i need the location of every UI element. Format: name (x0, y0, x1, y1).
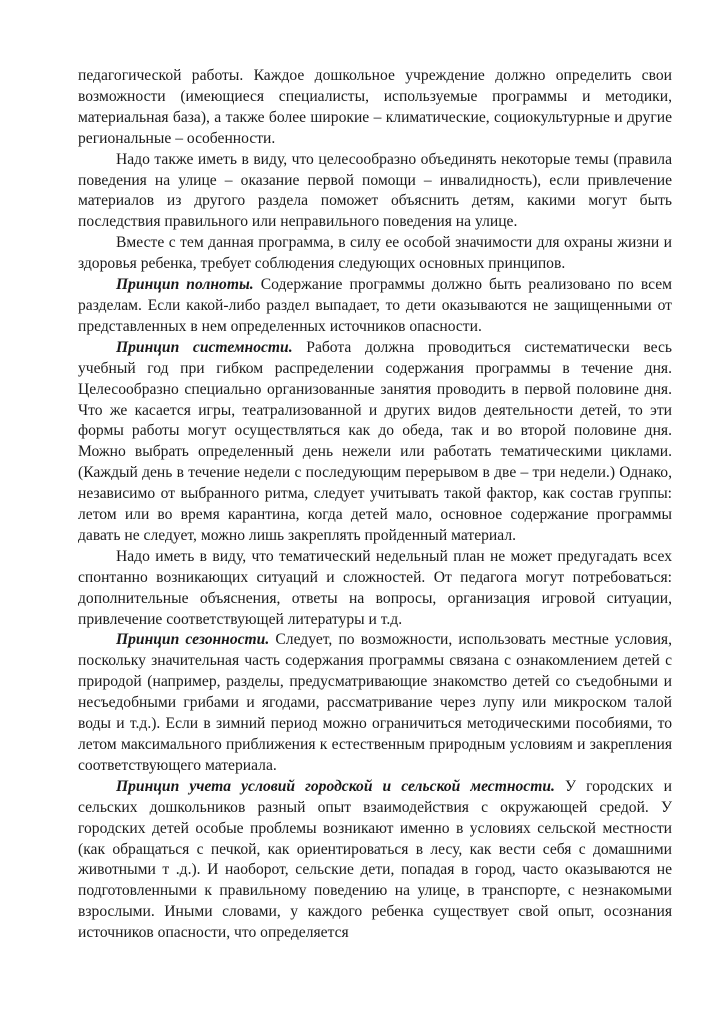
paragraph-2-text: Надо также иметь в виду, что целесообразно объединять некоторые темы (правила поведения на улице – оказание первой помощи – инвалидность), если привлечение материалов из другого раздела поможет объяснить детям, какими могут быть последствия правильного или неправильного поведения на улице. (78, 150, 672, 231)
principle-urban-rural-heading: Принцип учета условий городской и сельской местности. (116, 777, 555, 795)
principle-seasonality-text: Следует, по возможности, использовать местные условия, поскольку значительная часть содержания программы связана с ознакомлением детей с природой (например, разделы, предусматривающие знакомство детей со съедобными и несъедобными грибами и ягодами, рассматривание через лупу или микроском талой воды и т.д.). Если в зимний период можно ограничиться методическими пособиями, то летом максимального приближения к естественным природным условиям и закрепления соответствующего материала. (78, 631, 673, 774)
principle-system-text: Работа должна проводиться систематически весь учебный год при гибком распределении содержания программы в течение дня. Целесообразно специально организованные занятия проводить в первой половине дня. Что же касается игры, театрализованной и других видов деятельности детей, то эти формы работы могут осуществляться как до обеда, так и во второй половине дня. Можно выбрать определенный день нежели или работать тематическими циклами. (Каждый день в течение недели с последующим перерывом в две – три недели.) Однако, независимо от выбранного ритма, следует учитывать такой фактор, как состав группы: летом или во время карантина, когда детей мало, основное содержание программы давать не следует, можно лишь закреплять пройденный материал. (78, 338, 672, 544)
principle-completeness-heading: Принцип полноты. (116, 276, 254, 294)
principle-urban-rural-text: У городских и сельских дошкольников разный опыт взаимодействия с окружающей средой. У городских детей особые проблемы возникают именно в условиях сельской местности (как обращаться с печкой, как ориентироваться в лесу, как вести себя с домашними животными т .д.). И наоборот, сельские дети, попадая в город, часто оказываются не подготовленными к правильному поведению на улице, в транспорте, с незнакомыми взрослыми. Иными словами, у каждого ребенка существует свой опыт, осознания источников опасности, что определяется (78, 777, 672, 942)
principle-completeness (78, 275, 672, 338)
paragraph-3 (78, 233, 672, 275)
principle-urban-rural (78, 777, 672, 944)
principle-completeness-text: Содержание программы должно быть реализовано по всем разделам. Если какой-либо раздел выпадает, то дети оказываются не защищенными от представленных в нем определенных источников опасности. (78, 276, 672, 335)
paragraph-3-text: Вместе с тем данная программа, в силу ее особой значимости для охраны жизни и здоровья ребенка, требует соблюдения следующих основных принципов. (78, 234, 672, 273)
paragraph-1 (78, 66, 672, 150)
principle-system-heading: Принцип системности. (116, 338, 293, 356)
principle-seasonality-heading: Принцип сезонности. (116, 631, 270, 649)
paragraph-6-text: Надо иметь в виду, что тематический недельный план не может предугадать всех спонтанно возникающих ситуаций и сложностей. От педагога могут потребоваться: дополнительные объяснения, ответы на вопросы, организация игровой ситуации, привлечение соответствующей литературы и т.д. (78, 547, 672, 628)
principle-seasonality (78, 630, 672, 776)
body-text (78, 66, 672, 944)
paragraph-2 (78, 150, 672, 234)
paragraph-6 (78, 547, 672, 631)
paragraph-1-text: педагогической работы. Каждое дошкольное учреждение должно определить свои возможности (имеющиеся специалисты, используемые программы и методики, материальная база), а также более широкие – климатические, социокультурные и другие региональные – особенности. (78, 67, 672, 147)
principle-system (78, 338, 672, 547)
